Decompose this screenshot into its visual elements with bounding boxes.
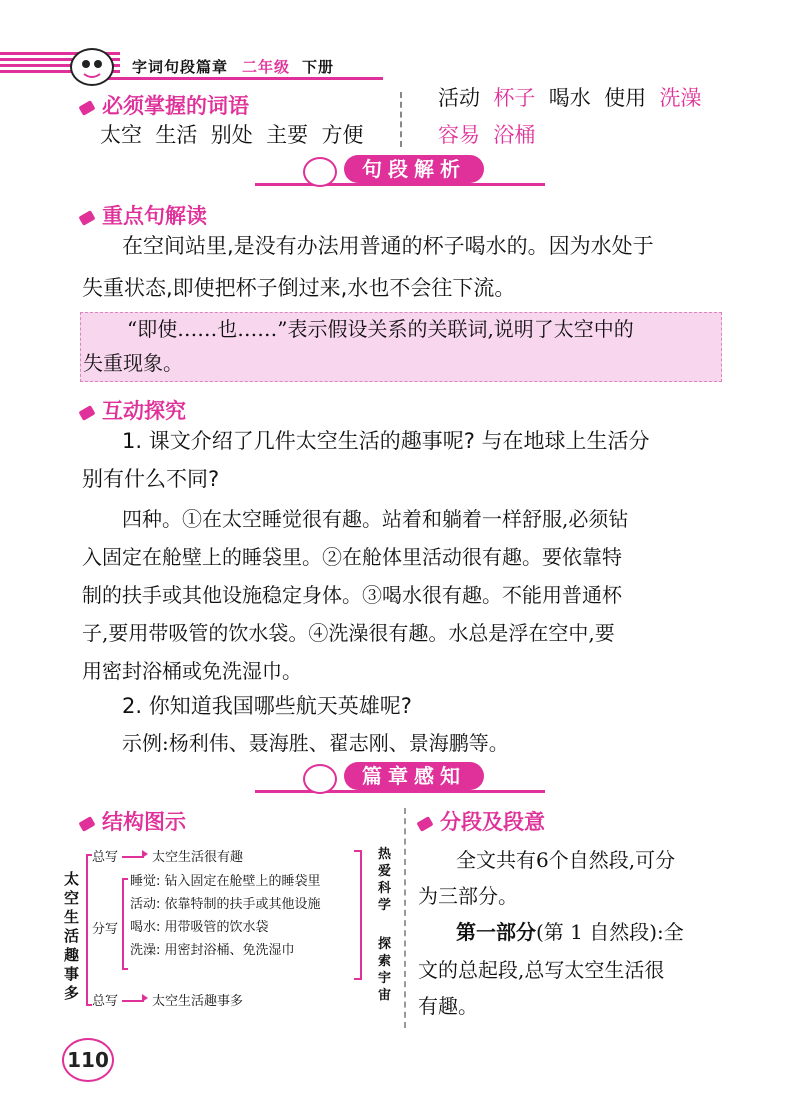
paragraphs-title: 分段及段意 (418, 806, 545, 836)
q1-line2: 别有什么不同? (82, 467, 220, 491)
header-volume: 下册 (302, 58, 335, 76)
header-grade: 二年级 (242, 58, 291, 76)
banner-sentence-analysis: 句段解析 (255, 155, 545, 187)
header-underline (78, 77, 383, 80)
vocab-title: 必须掌握的词语 (80, 90, 249, 120)
paragraphs-line1: 全文共有6个自然段,可分 (456, 848, 676, 872)
pencil-icon (78, 816, 95, 832)
vocab-right-words-row2: 容易 浴桶 (438, 123, 536, 147)
a1-line5: 用密封浴桶或免洗湿巾。 (82, 659, 302, 683)
vocab-divider (400, 92, 402, 147)
key-sentence-tip (80, 312, 722, 382)
tip-line2: 失重现象。 (83, 351, 183, 375)
page-number: 110 (62, 1038, 114, 1082)
explore-title: 互动探究 (80, 395, 186, 425)
header-logo-icon (70, 48, 114, 86)
diagram-item: 洗澡: 用密封浴桶、免洗湿巾 (130, 943, 295, 958)
vocab-left-words: 太空 生活 别处 主要 方便 (100, 123, 364, 147)
diagram-bottom-label: 总写 (92, 994, 119, 1009)
diagram-root: 太空生活趣事多 (64, 870, 80, 1002)
diagram-mid-label: 分写 (92, 922, 119, 937)
vocab-right-words-row1: 活动 杯子 喝水 使用 洗澡 (438, 86, 702, 110)
diagram-items (130, 870, 321, 962)
paragraphs-line4: 文的总起段,总写太空生活很 (418, 958, 665, 982)
diagram-item: 喝水: 用带吸管的饮水袋 (130, 920, 269, 935)
header-title: 字词句段篇章 二年级 下册 (132, 58, 335, 76)
key-sentence-line1: 在空间站里,是没有办法用普通的杯子喝水的。因为水处于 (122, 234, 654, 258)
pencil-icon (416, 816, 433, 832)
diagram-side-2: 探索宇宙 (378, 937, 392, 1003)
diagram-item: 活动: 依靠特制的扶手或其他设施 (130, 897, 321, 912)
pencil-icon (78, 100, 95, 116)
q2: 2. 你知道我国哪些航天英雄呢? (122, 694, 412, 718)
key-sentence-title: 重点句解读 (80, 200, 207, 230)
banner-chapter-perception: 篇章感知 (255, 762, 545, 794)
structure-title: 结构图示 (80, 806, 186, 836)
q1-line1: 1. 课文介绍了几件太空生活的趣事呢? 与在地球上生活分 (122, 429, 650, 453)
paragraphs-line3: 第一部分(第 1 自然段):全 (456, 920, 684, 944)
structure-diagram (60, 840, 400, 1020)
a1-line1: 四种。①在太空睡觉很有趣。站着和躺着一样舒服,必须钻 (122, 507, 629, 531)
a2: 示例:杨利伟、聂海胜、翟志刚、景海鹏等。 (122, 731, 509, 755)
diagram-bottom-text: 太空生活趣事多 (152, 994, 244, 1009)
diagram-item: 睡觉: 钻入固定在舱壁上的睡袋里 (130, 874, 321, 889)
diagram-side-1: 热爱科学 (378, 847, 392, 913)
a1-line3: 制的扶手或其他设施稳定身体。③喝水很有趣。不能用普通杯 (82, 583, 622, 607)
a1-line2: 入固定在舱壁上的睡袋里。②在舱体里活动很有趣。要依靠特 (82, 545, 622, 569)
diagram-top-label: 总写 (92, 850, 119, 865)
paragraphs-line5: 有趣。 (418, 994, 478, 1018)
column-divider (404, 808, 406, 1028)
pencil-icon (78, 210, 95, 226)
diagram-top-text: 太空生活很有趣 (152, 850, 244, 865)
banner-badge-icon (303, 764, 337, 794)
a1-line4: 子,要用带吸管的饮水袋。④洗澡很有趣。水总是浮在空中,要 (82, 621, 615, 645)
paragraphs-line2: 为三部分。 (418, 884, 518, 908)
pencil-icon (78, 405, 95, 421)
key-sentence-line2: 失重状态,即使把杯子倒过来,水也不会往下流。 (82, 276, 516, 300)
banner-badge-icon (303, 157, 337, 187)
tip-line1: “即使……也……”表示假设关系的关联词,说明了太空中的 (127, 317, 634, 341)
